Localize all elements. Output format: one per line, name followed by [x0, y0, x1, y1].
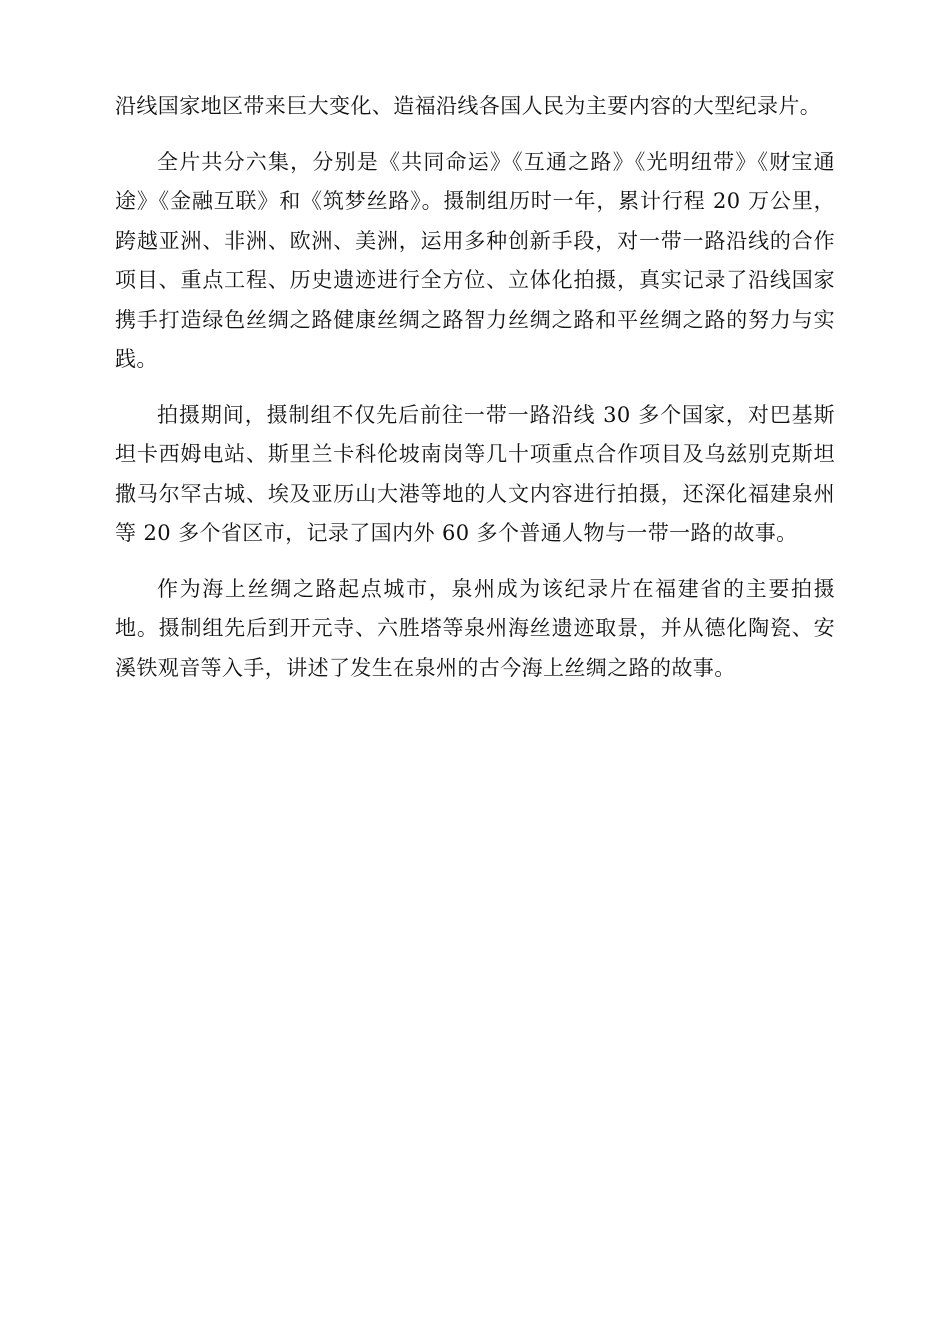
paragraph-episodes: 全片共分六集，分别是《共同命运》《互通之路》《光明纽带》《财宝通途》《金融互联》和《筑梦丝路》。摄制组历时一年，累计行程 20 万公里，跨越亚洲、非洲、欧洲、美洲，运用多种创新手段，对一带一路沿线的合作项目、重点工程、历史遗迹进行全方位、立体化拍摄，真实记录了沿线国家携手打造绿色丝绸之路健康丝绸之路智力丝绸之路和平丝绸之路的努力与实践。 [115, 149, 835, 371]
paragraph-quanzhou: 作为海上丝绸之路起点城市，泉州成为该纪录片在福建省的主要拍摄地。摄制组先后到开元寺、六胜塔等泉州海丝遗迹取景，并从德化陶瓷、安溪铁观音等入手，讲述了发生在泉州的古今海上丝绸之路的故事。 [115, 576, 835, 680]
paragraph-filming: 拍摄期间，摄制组不仅先后前往一带一路沿线 30 多个国家，对巴基斯坦卡西姆电站、斯里兰卡科伦坡南岗等几十项重点合作项目及乌兹别克斯坦撒马尔罕古城、埃及亚历山大港等地的人文内容进行拍摄，还深化福建泉州等 20 多个省区市，记录了国内外 60 多个普通人物与一带一路的故事。 [115, 402, 835, 545]
paragraph-continuation: 沿线国家地区带来巨大变化、造福沿线各国人民为主要内容的大型纪录片。 [115, 94, 822, 118]
document-body [115, 87, 835, 704]
